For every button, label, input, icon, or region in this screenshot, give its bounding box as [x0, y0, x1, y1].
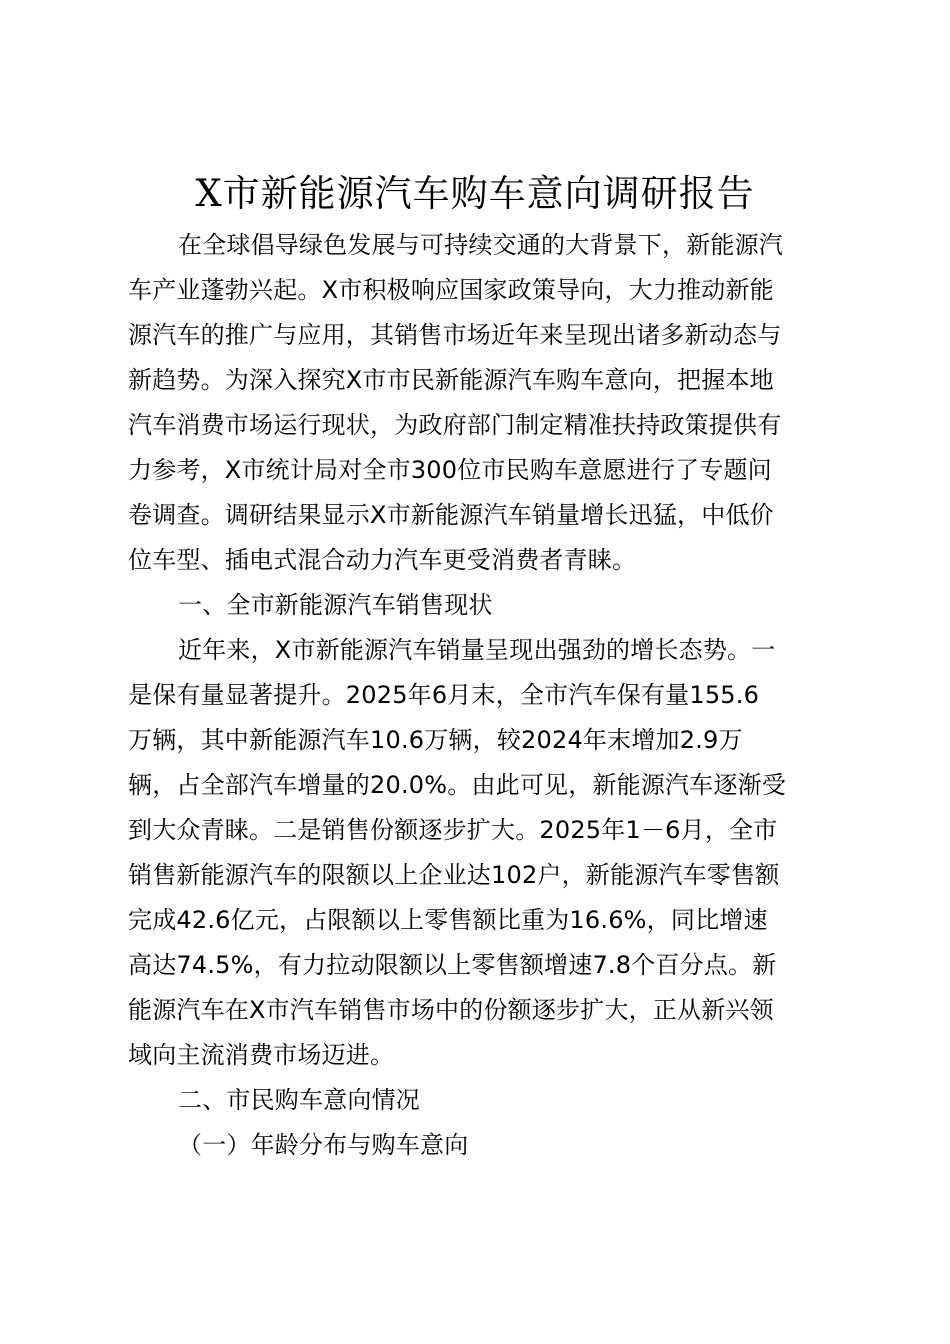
paragraph-line: 新趋势。为深入探究X市市民新能源汽车购车意向，把握本地: [128, 366, 774, 394]
paragraph-line: 辆，占全部汽车增量的20.0%。由此可见，新能源汽车逐渐受: [128, 771, 787, 799]
paragraph-line: 完成42.6亿元，占限额以上零售额比重为16.6%，同比增速: [128, 906, 768, 934]
paragraph-line: 车产业蓬勃兴起。X市积极响应国家政策导向，大力推动新能: [128, 276, 774, 304]
paragraph-line: 在全球倡导绿色发展与可持续交通的大背景下，新能源汽: [178, 231, 783, 259]
paragraph-line: 源汽车的推广与应用，其销售市场近年来呈现出诸多新动态与: [128, 321, 782, 349]
paragraph-line: 域向主流消费市场迈进。: [128, 1041, 395, 1069]
document-title: X市新能源汽车购车意向调研报告: [195, 172, 755, 215]
paragraph-line: 能源汽车在X市汽车销售市场中的份额逐步扩大，正从新兴领: [128, 996, 774, 1024]
section-heading-1: 一、全市新能源汽车销售现状: [178, 591, 493, 619]
paragraph-line: 万辆，其中新能源汽车10.6万辆，较2024年末增加2.9万: [128, 726, 743, 754]
paragraph-line: 力参考，X市统计局对全市300位市民购车意愿进行了专题问: [128, 456, 772, 484]
paragraph-line: 销售新能源汽车的限额以上企业达102户，新能源汽车零售额: [128, 861, 780, 889]
paragraph-line: 高达74.5%，有力拉动限额以上零售额增速7.8个百分点。新: [128, 951, 777, 979]
paragraph-line: 位车型、插电式混合动力汽车更受消费者青睐。: [128, 546, 637, 574]
paragraph-line: 近年来，X市新能源汽车销量呈现出强劲的增长态势。一: [178, 636, 776, 664]
section-heading-2: 二、市民购车意向情况: [178, 1086, 420, 1114]
paragraph-line: 卷调查。调研结果显示X市新能源汽车销量增长迅猛，中低价: [128, 501, 774, 529]
paragraph-line: 到大众青睐。二是销售份额逐步扩大。2025年1－6月，全市: [128, 816, 778, 844]
paragraph-line: 汽车消费市场运行现状，为政府部门制定精准扶持政策提供有: [128, 411, 782, 439]
subsection-heading: （一）年龄分布与购车意向: [178, 1131, 469, 1159]
paragraph-line: 是保有量显著提升。2025年6月末，全市汽车保有量155.6: [128, 681, 760, 709]
